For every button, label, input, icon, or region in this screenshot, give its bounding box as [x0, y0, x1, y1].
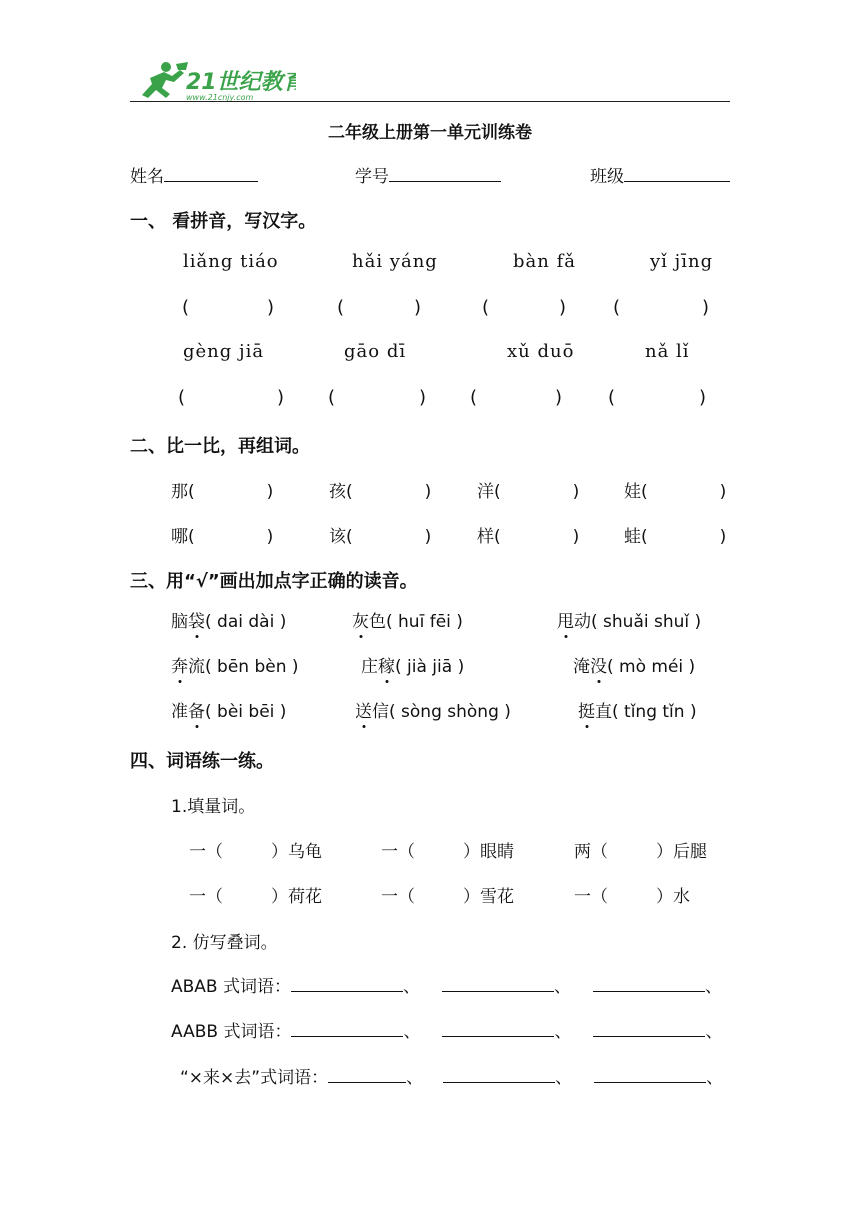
- answer-paren[interactable]: ( ): [608, 387, 707, 408]
- class-blank[interactable]: [624, 163, 730, 182]
- word-blank[interactable]: [328, 1064, 406, 1083]
- section3-title: 三、用“√”画出加点字正确的读音。: [130, 571, 418, 592]
- word-blank[interactable]: [442, 1018, 554, 1037]
- reading-item[interactable]: 淹没( mò méi ): [573, 657, 696, 677]
- measure-item[interactable]: 一（ ）雪花: [381, 887, 514, 907]
- answer-paren[interactable]: ( ): [328, 387, 427, 408]
- logo-text: 21世纪教育: [186, 70, 296, 95]
- header-rule: [130, 101, 730, 102]
- compare-item[interactable]: 洋( ): [477, 482, 580, 502]
- word-blank[interactable]: [291, 1018, 403, 1037]
- measure-item[interactable]: 一（ ）眼睛: [381, 842, 514, 862]
- reading-item[interactable]: 庄稼( jià jiā ): [361, 657, 465, 677]
- word-blank[interactable]: [291, 973, 403, 992]
- subsection2-title: 2. 仿写叠词。: [171, 933, 278, 953]
- page-title: 二年级上册第一单元训练卷: [328, 123, 532, 143]
- answer-paren[interactable]: ( ): [337, 297, 422, 318]
- reading-item[interactable]: 挺直( tǐng tǐn ): [578, 702, 697, 722]
- word-blank[interactable]: [593, 1018, 705, 1037]
- answer-paren[interactable]: ( ): [482, 297, 567, 318]
- reading-item[interactable]: 脑袋( dai dài ): [171, 612, 287, 632]
- pinyin-7: xǔ duō: [507, 341, 575, 362]
- compare-item[interactable]: 哪( ): [171, 527, 274, 547]
- measure-item[interactable]: 两（ ）后腿: [574, 842, 707, 862]
- reading-item[interactable]: 灰色( huī fēi ): [352, 612, 463, 632]
- id-label: 学号: [355, 167, 389, 187]
- name-blank[interactable]: [164, 163, 258, 182]
- reading-item[interactable]: 奔流( bēn bèn ): [171, 657, 299, 677]
- measure-item[interactable]: 一（ ）水: [574, 887, 690, 907]
- pinyin-3: bàn fǎ: [513, 251, 576, 272]
- word-blank[interactable]: [442, 973, 554, 992]
- logo-url: www.21cnjy.com: [186, 93, 254, 102]
- word-blank[interactable]: [594, 1064, 706, 1083]
- name-field[interactable]: [130, 162, 258, 187]
- compare-item[interactable]: 蛙( ): [624, 527, 727, 547]
- pinyin-8: nǎ lǐ: [645, 341, 690, 362]
- answer-paren[interactable]: ( ): [613, 297, 710, 318]
- answer-paren[interactable]: ( ): [182, 297, 275, 318]
- section4-title: 四、词语练一练。: [130, 751, 274, 772]
- answer-paren[interactable]: ( ): [178, 387, 285, 408]
- pinyin-5: gèng jiā: [183, 341, 265, 362]
- laiqu-row[interactable]: “×来×去”式词语： 、 、 、: [180, 1063, 723, 1088]
- section1-title: 一、 看拼音，写汉字。: [130, 211, 317, 232]
- name-label: 姓名: [130, 167, 164, 187]
- pinyin-4: yǐ jīng: [650, 251, 714, 272]
- subsection1-title: 1.填量词。: [171, 797, 256, 817]
- class-field[interactable]: [590, 162, 730, 187]
- logo: [136, 58, 296, 102]
- aabb-row[interactable]: AABB 式词语： 、 、 、: [171, 1017, 722, 1042]
- pinyin-1: liǎng tiáo: [183, 251, 279, 272]
- reading-item[interactable]: 甩动( shuǎi shuǐ ): [557, 612, 702, 632]
- measure-item[interactable]: 一（ ）乌龟: [189, 842, 322, 862]
- pinyin-6: gāo dī: [344, 341, 407, 362]
- reading-item[interactable]: 送信( sòng shòng ): [355, 702, 511, 722]
- measure-item[interactable]: 一（ ）荷花: [189, 887, 322, 907]
- compare-item[interactable]: 孩( ): [329, 482, 432, 502]
- word-blank[interactable]: [443, 1064, 555, 1083]
- class-label: 班级: [590, 167, 624, 187]
- compare-item[interactable]: 样( ): [477, 527, 580, 547]
- id-field[interactable]: [355, 162, 501, 187]
- runner-logo-icon: [136, 58, 296, 102]
- section2-title: 二、比一比，再组词。: [130, 436, 310, 457]
- reading-item[interactable]: 准备( bèi bēi ): [171, 702, 287, 722]
- id-blank[interactable]: [389, 163, 501, 182]
- compare-item[interactable]: 娃( ): [624, 482, 727, 502]
- compare-item[interactable]: 那( ): [171, 482, 274, 502]
- answer-paren[interactable]: ( ): [470, 387, 563, 408]
- compare-item[interactable]: 该( ): [329, 527, 432, 547]
- abab-row[interactable]: ABAB 式词语： 、 、 、: [171, 972, 722, 997]
- word-blank[interactable]: [593, 973, 705, 992]
- pinyin-2: hǎi yáng: [352, 251, 438, 272]
